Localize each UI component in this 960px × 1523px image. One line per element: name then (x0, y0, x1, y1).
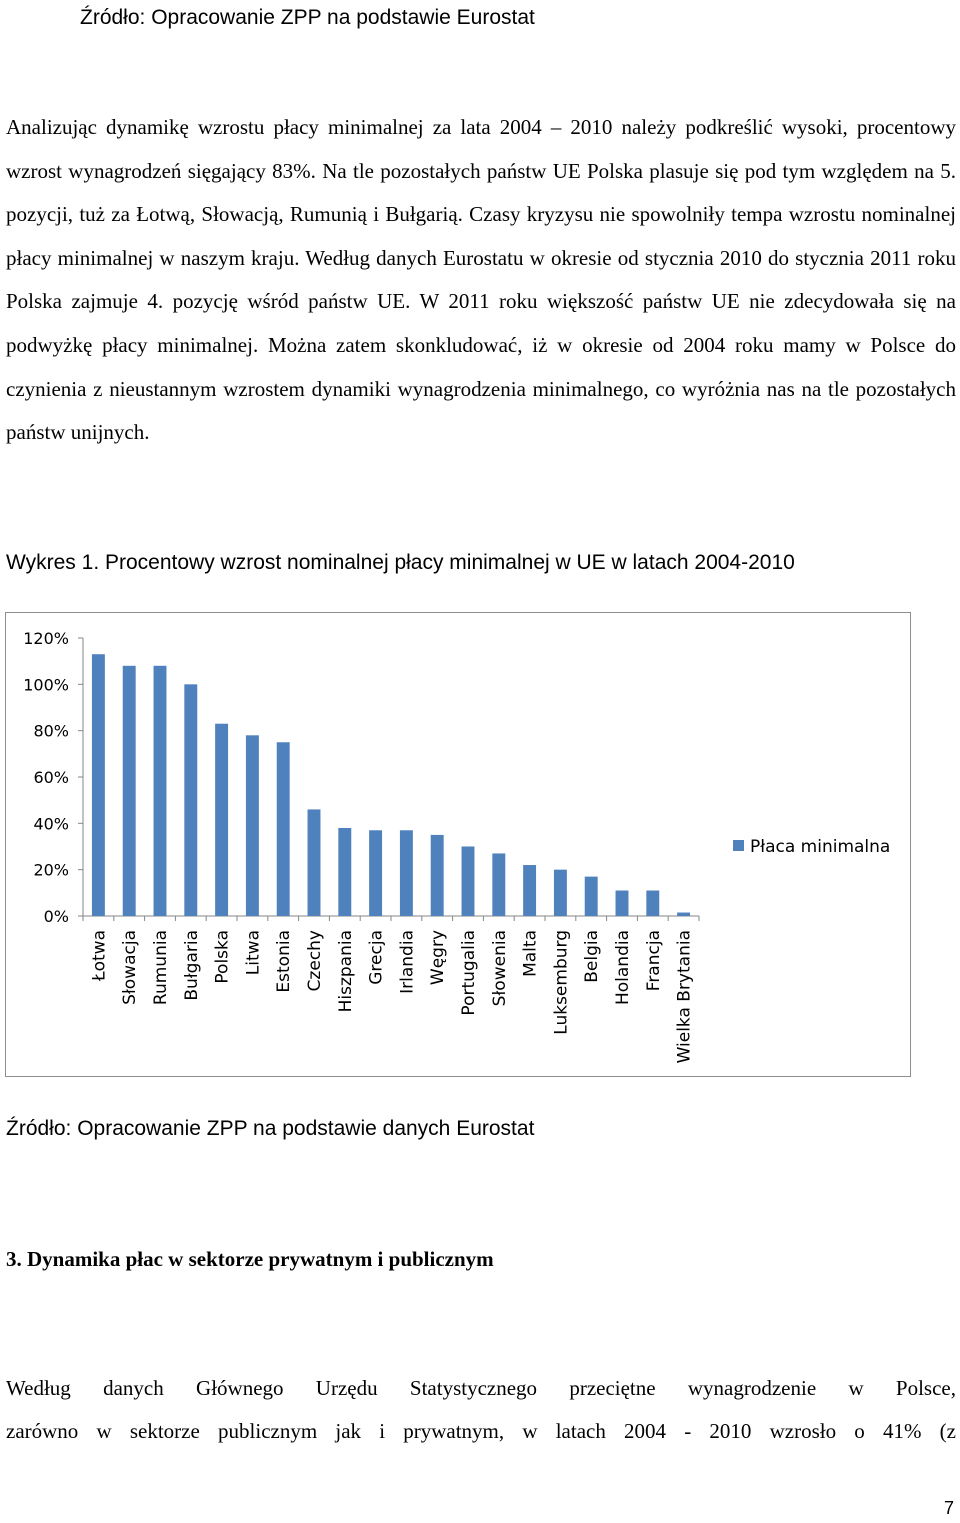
x-tick-label: Estonia (274, 930, 295, 993)
bar-10 (369, 830, 382, 916)
chart-caption: Wykres 1. Procentowy wzrost nominalnej płacy minimalnej w UE w latach 2004-2010 (6, 551, 795, 574)
y-tick-label: 100% (23, 675, 69, 695)
bar-9 (338, 828, 351, 916)
x-tick-label: Bułgaria (181, 930, 202, 1001)
x-tick-label: Słowenia (489, 930, 510, 1007)
y-tick-label: 0% (43, 907, 69, 926)
page-number: 7 (944, 1498, 955, 1518)
bar-8 (308, 809, 321, 916)
section-heading: 3. Dynamika płac w sektorze prywatnym i publicznym (6, 1247, 494, 1271)
x-tick-label: Litwa (243, 930, 264, 976)
bar-12 (431, 835, 444, 916)
top-source-note: Źródło: Opracowanie ZPP na podstawie Eurostat (80, 6, 535, 29)
paragraph-minimum-wage-analysis: Analizując dynamikę wzrostu płacy minimalnej za lata 2004 – 2010 należy podkreślić wysoki, procentowy wzrost wynagrodzeń sięgający 83%. Na tle pozostałych państw UE Polska plasuje się pod tym względem na 5. pozycji, tuż za Łotwą, Słowacją, Rumunią i Bułgarią. Czasy kryzysu nie spowolniły tempa wzrostu nominalnej płacy minimalnej w naszym kraju. Według danych Eurostatu w okresie od stycznia 2010 do stycznia 2011 roku Polska zajmuje 4. pozycję wśród państw UE. W 2011 roku większość państw UE nie zdecydowała się na podwyżkę płacy minimalnej. Można zatem skonkludować, iż w okresie od 2004 roku mamy w Polsce do czynienia z nieustannym wzrostem dynamiki wynagrodzenia minimalnego, co wyróżnia nas na tle pozostałych państw unijnych. (6, 115, 956, 445)
x-tick-label: Czechy (305, 930, 325, 992)
paragraph-line-1: Według danych Głównego Urzędu Statystycznego przeciętne wynagrodzenie w Polsce, (6, 1376, 956, 1400)
bar-17 (585, 877, 598, 916)
x-tick-label: Francja (643, 930, 664, 992)
x-tick-label: Irlandia (397, 930, 418, 994)
bar-7 (277, 742, 290, 916)
bars (92, 654, 690, 916)
bar-chart (6, 613, 912, 1078)
bar-3 (154, 666, 167, 916)
bar-18 (616, 891, 629, 916)
bar-1 (92, 654, 105, 916)
legend-swatch (733, 840, 744, 851)
bar-6 (246, 735, 259, 916)
y-tick-label: 60% (33, 768, 69, 787)
y-tick-label: 40% (33, 814, 69, 834)
chart-source-note: Źródło: Opracowanie ZPP na podstawie danych Eurostat (6, 1117, 535, 1140)
x-tick-label: Słowacja (120, 930, 141, 1005)
x-tick-label: Hiszpania (335, 930, 356, 1013)
bar-13 (462, 847, 475, 917)
x-tick-label: Wielka Brytania (674, 930, 695, 1064)
x-tick-label: Łotwa (89, 930, 110, 981)
x-tick-label: Portugalia (459, 930, 479, 1016)
bar-15 (523, 865, 536, 916)
x-tick-label: Malta (520, 930, 541, 977)
bar-2 (123, 666, 136, 916)
bar-19 (646, 891, 659, 916)
y-tick-label: 120% (23, 629, 69, 648)
x-tick-label: Belgia (582, 930, 603, 983)
x-tick-label: Grecja (366, 930, 387, 985)
bar-16 (554, 870, 567, 916)
bar-5 (215, 724, 228, 916)
bar-14 (492, 853, 505, 916)
bar-20 (677, 913, 690, 916)
legend (733, 837, 890, 857)
chart-frame (5, 612, 911, 1077)
bar-11 (400, 830, 413, 916)
x-axis-labels (83, 916, 699, 1063)
bar-4 (184, 684, 197, 916)
x-tick-label: Polska (212, 930, 233, 984)
legend-label: Płaca minimalna (750, 837, 891, 857)
x-tick-label: Luksemburg (551, 930, 572, 1035)
x-tick-label: Holandia (613, 930, 633, 1006)
y-tick-label: 20% (33, 860, 69, 880)
x-tick-label: Rumunia (151, 930, 171, 1006)
y-tick-label: 80% (33, 721, 69, 741)
paragraph-line-2: zarówno w sektorze publicznym jak i prywatnym, w latach 2004 - 2010 wzrosło o 41% (z (6, 1419, 956, 1443)
x-tick-label: Węgry (428, 930, 449, 986)
